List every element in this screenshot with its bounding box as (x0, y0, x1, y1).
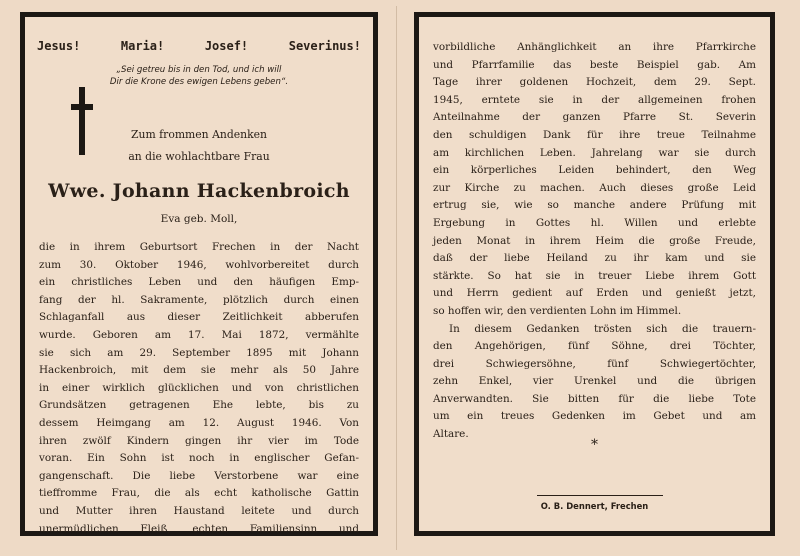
text-line: den Angehörigen, fünf Söhne, drei Töchter, (433, 340, 756, 353)
fold-line (396, 6, 397, 550)
text-line: ihren zwölf Kindern gingen ihr vier im Tode (39, 434, 359, 447)
obituary-text-left (39, 239, 359, 538)
text-line: am kirchlichen Leben. Jahrelang war sie durch (433, 146, 756, 159)
text-line: stärkte. So hat sie in treuer Liebe ihrem Gott (433, 269, 756, 282)
saint-severinus: Severinus! (288, 39, 361, 53)
text-line: Schlaganfall aus dieser Zeitlichkeit abberufen (39, 311, 359, 324)
text-line: zum 30. Oktober 1946, wohlvorbereitet durch (39, 258, 359, 271)
text-line: daß der liebe Heiland zu ihr kam und sie (433, 252, 756, 265)
saint-maria: Maria! (120, 39, 165, 53)
text-line: In diesem Gedanken trösten sich die trauern- (449, 322, 756, 335)
verse-line: „Sei getreu bis in den Tod, und ich will (116, 65, 282, 75)
right-page (414, 12, 775, 536)
text-line: drei Schwiegersöhne, fünf Schwiegertöchter, (433, 357, 756, 370)
text-line: um ein treues Gedenken im Gebet und am (433, 410, 756, 423)
text-line: 1945, erntete sie in der allgemeinen frohen (433, 93, 756, 106)
saint-jesus: Jesus! (37, 39, 81, 53)
text-line: und Pfarrfamilie das beste Beispiel gab. Am (433, 58, 756, 71)
text-line: so hoffen wir, den verdienten Lohn im Himmel. (433, 304, 682, 317)
text-line: den schuldigen Dank für ihre treue Teilnahme (433, 128, 756, 141)
text-line: die in ihrem Geburtsort Frechen in der Nacht (39, 241, 359, 253)
memory-line: Zum frommen Andenken (131, 128, 267, 141)
bible-verse (39, 64, 359, 88)
text-line: und Herrn gedient auf Erden und genießt jetzt, (433, 287, 756, 300)
text-line: zur Kirche zu machen. Auch dieses große Leid (433, 181, 756, 194)
saints-invocation (37, 39, 361, 53)
printer-imprint: O. B. Dennert, Frechen (540, 501, 649, 511)
text-line: Tage ihrer goldenen Hochzeit, dem 29. Sept. (433, 76, 756, 89)
text-line: sie sich am 29. September 1895 mit Johann (39, 346, 359, 359)
text-line: ein christliches Leben und den häufigen Emp- (39, 276, 359, 289)
memory-heading (35, 124, 363, 168)
text-line: Altare. (433, 428, 469, 441)
text-line: Grundsätzen getragenen Ehe lebte, bis zu (39, 399, 359, 412)
text-line: und Mutter ihren Haustand leitete und durch (39, 504, 359, 517)
text-line: voran. Ein Sohn ist noch in englischer Gefan- (39, 452, 359, 465)
text-line: Ergebung in Gottes hl. Willen und erlebte (433, 216, 756, 229)
text-line: gangenschaft. Die liebe Verstorbene war eine (39, 469, 359, 482)
saint-josef: Josef! (204, 39, 249, 53)
text-line: in einer wirklich glücklichen und von christlichen (39, 381, 359, 394)
text-line: Anteilnahme der ganzen Pfarre St. Severin (433, 111, 756, 124)
text-line: Anverwandten. Sie bitten für die liebe Tote (433, 392, 756, 405)
left-page (20, 12, 378, 536)
text-line: tieffromme Frau, die als echt katholische Gattin (39, 487, 359, 500)
text-line: ertrug sie, wie so manche andere Prüfung mit (433, 199, 756, 212)
text-line: vorbildliche Anhänglichkeit an ihre Pfarrkirche (433, 41, 756, 53)
maiden-name: Eva geb. Moll, (160, 213, 238, 225)
text-line: wurde. Geboren am 17. Mai 1872, vermählte (39, 328, 359, 341)
text-line: ein körperliches Leiden behindert, den Weg (433, 164, 756, 177)
deceased-name: Wwe. Johann Hackenbroich (48, 180, 350, 202)
verse-line: Dir die Krone des ewigen Lebens geben“. (109, 77, 289, 87)
memory-line: an die wohlachtbare Frau (128, 150, 270, 163)
star-icon: * (591, 437, 598, 453)
obituary-text-right (433, 39, 756, 444)
text-line: jeden Monat in ihrem Heim die große Freude, (433, 234, 756, 247)
text-line: dessem Heimgang am 12. August 1946. Von (39, 416, 359, 429)
printer-divider (537, 495, 663, 496)
text-line: zehn Enkel, vier Urenkel und die übrigen (433, 375, 756, 388)
text-line: Hackenbroich, mit dem sie mehr als 50 Jahre (39, 364, 359, 377)
text-line: fang der hl. Sakramente, plötzlich durch einen (39, 293, 359, 306)
text-line: unermüdlichen Fleiß, echten Familiensinn und (39, 522, 359, 535)
